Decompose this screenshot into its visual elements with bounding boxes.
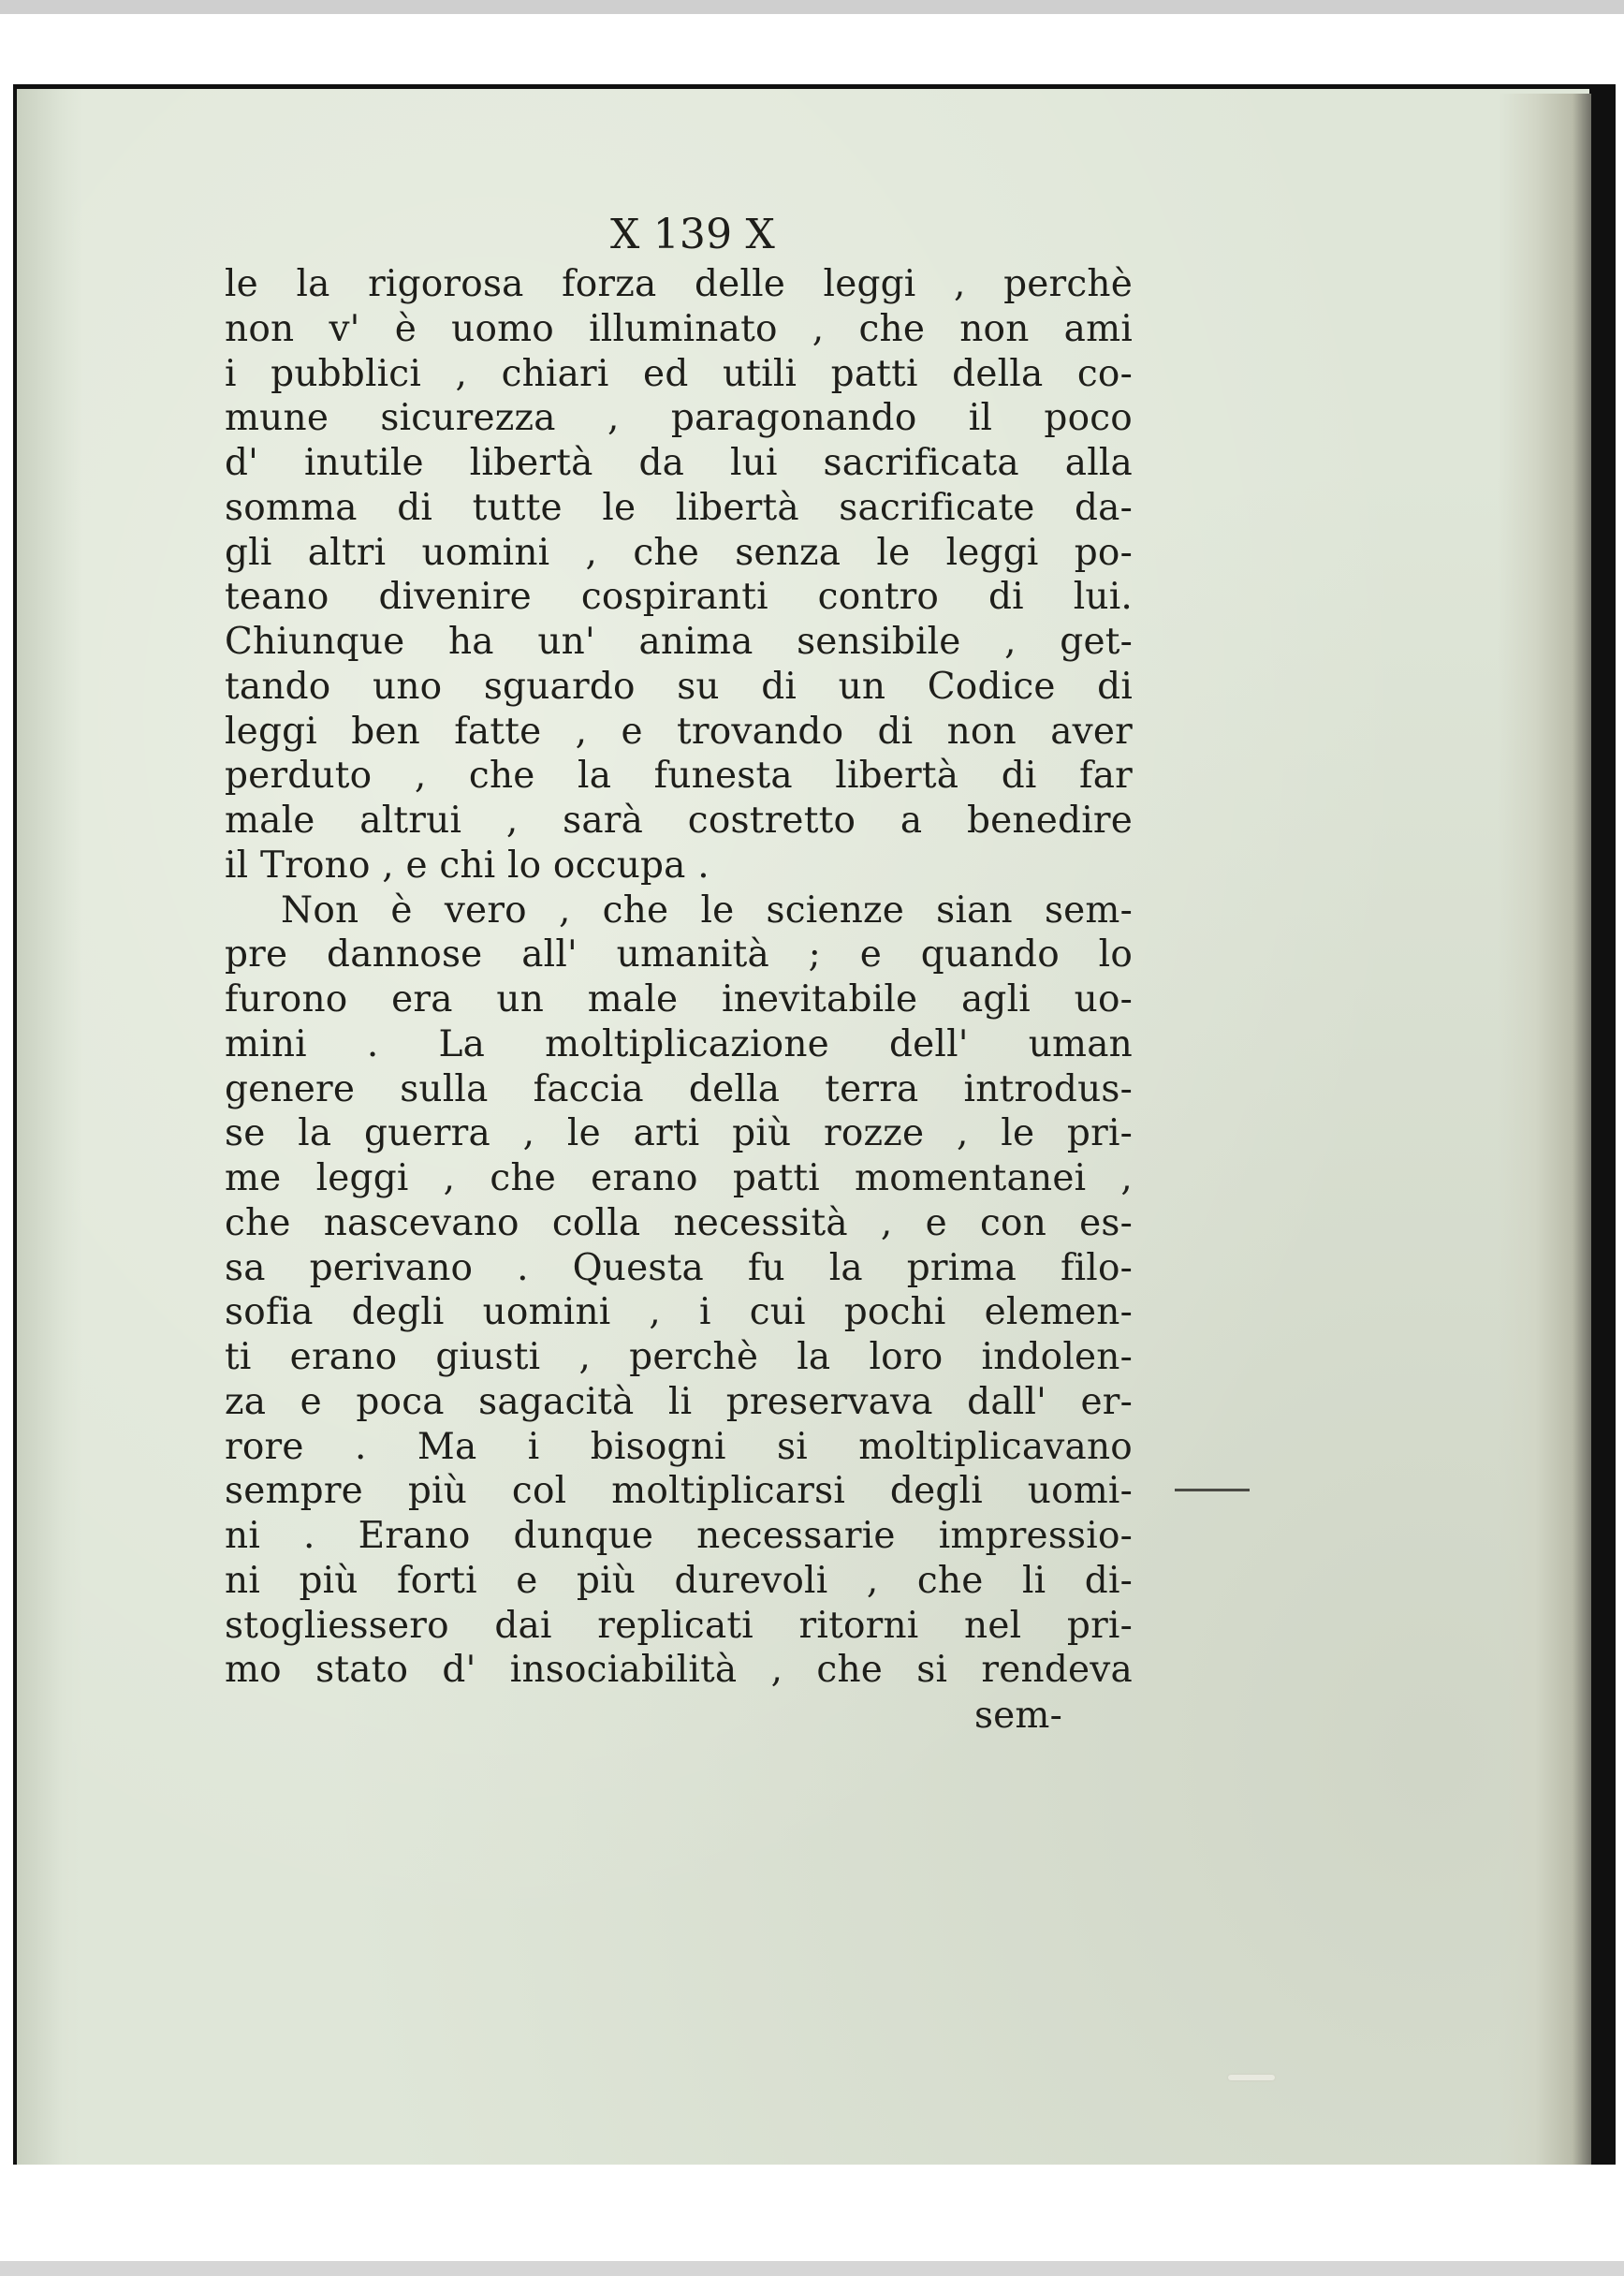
text-line: somma di tutte le libertà sacrificate da- [225, 486, 1133, 529]
text-line: il Trono , e chi lo occupa . [225, 844, 710, 887]
text-line: za e poca sagacità li preservava dall' er- [225, 1380, 1133, 1423]
text-line: sa perivano . Questa fu la prima filo- [225, 1246, 1133, 1289]
text-line: perduto , che la funesta libertà di far [225, 755, 1133, 798]
margin-mark [1228, 2075, 1275, 2080]
text-line: d' inutile libertà da lui sacrificata alla [225, 442, 1133, 484]
text-line: mo stato d' insociabilità , che si rendeva [225, 1649, 1133, 1692]
text-line: ti erano giusti , perchè la loro indolen- [225, 1336, 1133, 1378]
text-line: male altrui , sarà costretto a benedire [225, 800, 1133, 842]
text-line: mune sicurezza , paragonando il poco [225, 397, 1133, 440]
text-line: che nascevano colla necessità , e con es- [225, 1201, 1133, 1244]
scan-bottom-margin [0, 2165, 1624, 2276]
text-line: le la rigorosa forza delle leggi , perchè [225, 263, 1133, 305]
margin-rule [1175, 1489, 1250, 1491]
page-gutter [17, 89, 82, 2172]
text-line: pre dannose all' umanità ; e quando lo [225, 933, 1133, 976]
page-right-edge [1498, 94, 1591, 2167]
text-line: me leggi , che erano patti momentanei , [225, 1157, 1133, 1199]
text-line: gli altri uomini , che senza le leggi po- [225, 531, 1133, 574]
text-line: ni . Erano dunque necessarie impressio- [225, 1515, 1133, 1557]
text-line: rore . Ma i bisogni si moltiplicavano [225, 1425, 1133, 1468]
text-line: ni più forti e più durevoli , che li di- [225, 1559, 1133, 1602]
text-line: se la guerra , le arti più rozze , le pri- [225, 1112, 1133, 1155]
page-number-header: X 139 X [609, 211, 775, 258]
text-line: leggi ben fatte , e trovando di non aver [225, 710, 1133, 753]
text-line: Chiunque ha un' anima sensibile , get- [225, 621, 1133, 663]
text-line: stogliessero dai replicati ritorni nel pri- [225, 1604, 1133, 1647]
scan-bottom-edge [0, 2261, 1624, 2276]
text-line: mini . La moltiplicazione dell' uman [225, 1022, 1133, 1065]
text-line: sofia degli uomini , i cui pochi elemen- [225, 1291, 1133, 1334]
text-line: Non è vero , che le scienze sian sem- [281, 888, 1133, 932]
text-line: i pubblici , chiari ed utili patti della co- [225, 352, 1133, 395]
text-block [225, 208, 1133, 1740]
text-line: sempre più col moltiplicarsi degli uomi- [225, 1470, 1133, 1513]
text-line: tando uno sguardo su di un Codice di [225, 665, 1133, 708]
text-line: furono era un male inevitabile agli uo- [225, 978, 1133, 1021]
text-line: non v' è uomo illuminato , che non ami [225, 307, 1133, 350]
text-line: genere sulla faccia della terra introdus- [225, 1067, 1133, 1110]
catchword: sem- [973, 1695, 1062, 1737]
scan-top-edge [0, 0, 1624, 14]
text-line: teano divenire cospiranti contro di lui. [225, 576, 1133, 619]
